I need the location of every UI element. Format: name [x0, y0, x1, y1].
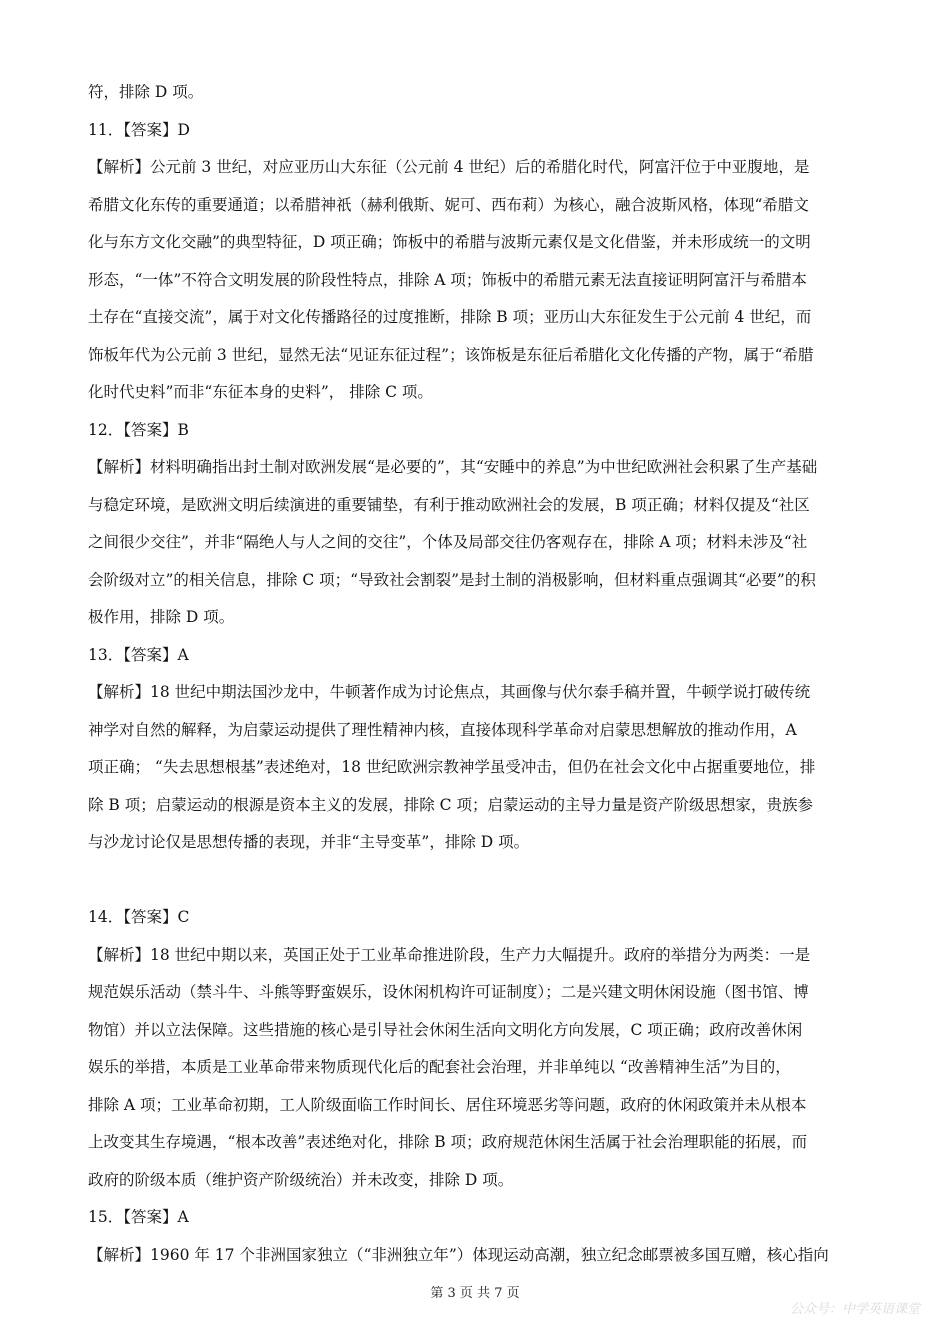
text-line: 项正确； “失去思想根基”表述绝对，18 世纪欧洲宗教神学虽受冲击，但仍在社会文化中占据重要地位，排 — [88, 758, 816, 776]
text-line: 排除 A 项；工业革命初期，工人阶级面临工作时间长、居住环境恶劣等问题，政府的休闲政策并未从根本 — [88, 1095, 807, 1114]
text-line: 【解析】材料明确指出封土制对欧洲发展“是必要的”，其“安睡中的养息”为中世纪欧洲社会积累了生产基础 — [88, 458, 818, 476]
answer-heading-12: 12．【答案】B — [88, 420, 189, 439]
text-line: 上改变其生存境遇，“根本改善”表述绝对化，排除 B 项；政府规范休闲生活属于社会治理职能的拓展，而 — [88, 1133, 808, 1151]
answer-heading-13: 13．【答案】A — [88, 645, 189, 664]
page-number-footer: 第 3 页 共 7 页 — [430, 1286, 520, 1301]
watermark: 公众号：中学英语课堂 — [789, 1302, 920, 1317]
blank-line — [88, 862, 863, 900]
text-line: 化与东方文化交融”的典型特征，D 项正确；饰板中的希腊与波斯元素仅是文化借鉴，并未形成统一的文明 — [88, 233, 811, 251]
text-line: 饰板年代为公元前 3 世纪，显然无法“见证东征过程”；该饰板是东征后希腊化文化传播的产物，属于“希腊 — [88, 345, 814, 364]
text-line: 规范娱乐活动（禁斗牛、斗熊等野蛮娱乐，设休闲机构许可证制度）；二是兴建文明休闲设施（图书馆、博 — [88, 983, 809, 1001]
text-line: 会阶级对立”的相关信息，排除 C 项；“导致社会割裂”是封土制的消极影响，但材料重点强调其“必要”的积 — [88, 570, 816, 589]
text-line: 极作用，排除 D 项。 — [88, 608, 235, 626]
text-line: 之间很少交往”，并非“隔绝人与人之间的交往”，个体及局部交往仍客观存在，排除 A 项；材料未涉及“社 — [88, 533, 808, 551]
document-body — [88, 74, 863, 1274]
text-line: 神学对自然的解释，为启蒙运动提供了理性精神内核，直接体现科学革命对启蒙思想解放的推动作用，A — [88, 720, 797, 739]
text-line: 政府的阶级本质（维护资产阶级统治）并未改变，排除 D 项。 — [88, 1170, 514, 1189]
text-line: 形态，“一体”不符合文明发展的阶段性特点，排除 A 项；饰板中的希腊元素无法直接证明阿富汗与希腊本 — [88, 270, 807, 289]
text-line: 【解析】公元前 3 世纪，对应亚历山大东征（公元前 4 世纪）后的希腊化时代，阿富汗位于中亚腹地，是 — [88, 158, 810, 176]
text-line: 【解析】1960 年 17 个非洲国家独立（“非洲独立年”）体现运动高潮，独立纪念邮票被多国互赠，核心指向 — [88, 1245, 829, 1264]
text-line: 希腊文化东传的重要通道；以希腊神祇（赫利俄斯、妮可、西布莉）为核心，融合波斯风格，体现“希腊文 — [88, 195, 809, 214]
text-line: 与稳定环境，是欧洲文明后续演进的重要铺垫，有利于推动欧洲社会的发展，B 项正确；材料仅提及“社区 — [88, 495, 810, 514]
text-line: 物馆）并以立法保障。这些措施的核心是引导社会休闲生活向文明化方向发展，C 项正确；政府改善休闲 — [88, 1020, 803, 1039]
text-line: 娱乐的举措，本质是工业革命带来物质现代化后的配套社会治理，并非单纯以 “改善精神生活”为目的， — [88, 1058, 791, 1076]
text-line: 符，排除 D 项。 — [88, 83, 204, 101]
text-line: 化时代史料”而非“东征本身的史料”， 排除 C 项。 — [88, 383, 433, 401]
text-line: 【解析】18 世纪中期法国沙龙中，牛顿著作成为讨论焦点，其画像与伏尔泰手稿并置，牛顿学说打破传统 — [88, 683, 811, 701]
text-line: 土存在“直接交流”，属于对文化传播路径的过度推断，排除 B 项；亚历山大东征发生于公元前 4 世纪，而 — [88, 308, 812, 326]
text-line: 【解析】18 世纪中期以来，英国正处于工业革命推进阶段，生产力大幅提升。政府的举措分为两类：一是 — [88, 945, 811, 964]
answer-heading-14: 14．【答案】C — [88, 908, 190, 926]
answer-heading-11: 11．【答案】D — [88, 120, 190, 139]
answer-heading-15: 15．【答案】A — [88, 1208, 189, 1226]
text-line: 与沙龙讨论仅是思想传播的表现，并非“主导变革”，排除 D 项。 — [88, 833, 530, 851]
text-line: 除 B 项；启蒙运动的根源是资本主义的发展，排除 C 项；启蒙运动的主导力量是资产阶级思想家，贵族参 — [88, 795, 813, 814]
